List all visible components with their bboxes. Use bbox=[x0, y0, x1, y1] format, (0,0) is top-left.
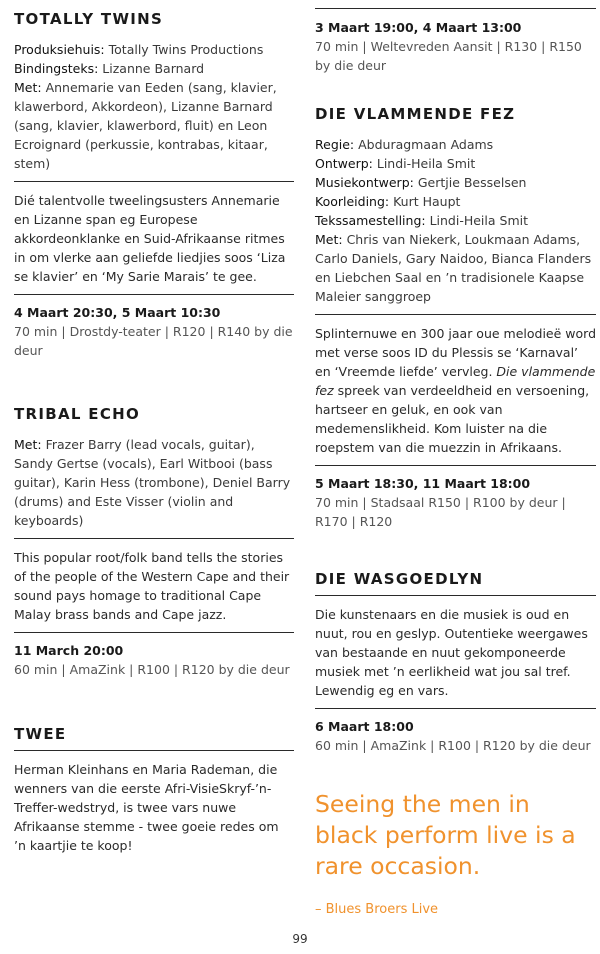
section-title: TRIBAL ECHO bbox=[14, 405, 141, 423]
section-title: DIE VLAMMENDE FEZ bbox=[315, 105, 516, 123]
description-text: Splinternuwe en 300 jaar oue melodieë word met verse soos ID du Plessis se ‘Karnaval’ en ‘Vreemde liefde’ vervleg. bbox=[315, 326, 597, 379]
credit-value: Abduragmaan Adams bbox=[354, 137, 494, 152]
credit-label: Produksiehuis: bbox=[14, 42, 105, 57]
performance-dates: 3 Maart 19:00, 4 Maart 13:00 bbox=[315, 20, 522, 35]
divider bbox=[14, 750, 294, 751]
schedule bbox=[315, 717, 596, 755]
divider bbox=[14, 632, 294, 633]
section-tribal-echo bbox=[14, 405, 294, 679]
credits-block bbox=[14, 40, 294, 173]
performance-details: 60 min | AmaZink | R100 | R120 by die deur bbox=[315, 738, 591, 753]
divider bbox=[14, 294, 294, 295]
performance-details: 60 min | AmaZink | R100 | R120 by die deur bbox=[14, 662, 290, 677]
credit-value: Gertjie Besselsen bbox=[413, 175, 527, 190]
section-totally-twins bbox=[14, 10, 294, 360]
section-title: DIE WASGOEDLYN bbox=[315, 570, 484, 588]
performance-dates: 4 Maart 20:30, 5 Maart 10:30 bbox=[14, 305, 221, 320]
credit-label: Ontwerp: bbox=[315, 156, 373, 171]
credit-value: Lindi-Heila Smit bbox=[372, 156, 476, 171]
divider bbox=[14, 538, 294, 539]
credit-value: Kurt Haupt bbox=[389, 194, 461, 209]
schedule bbox=[315, 18, 596, 75]
divider bbox=[315, 314, 596, 315]
schedule bbox=[315, 474, 596, 531]
section-carry-over bbox=[315, 8, 596, 75]
divider bbox=[315, 595, 596, 596]
performance-details: 70 min | Drostdy-teater | R120 | R140 by die deur bbox=[14, 324, 293, 358]
performance-dates: 11 March 20:00 bbox=[14, 643, 124, 658]
section-twee bbox=[14, 725, 294, 855]
description: Herman Kleinhans en Maria Rademan, die wenners van die eerste Afri-VisieSkryf-’n-Treffer-wedstryd, is twee vars nuwe Afrikaanse stemme - twee goeie redes om ’n kaartjie te koop! bbox=[14, 762, 279, 853]
schedule bbox=[14, 303, 294, 360]
divider bbox=[315, 465, 596, 466]
description: Dié talentvolle tweelingsusters Annemarie en Lizanne span eg Europese akkordeonklanke en Suid-Afrikaanse ritmes in om vlerke aan geliefde liedjies soos ‘Liza se klavier’ en ‘My Sarie Marais’ te gee. bbox=[14, 193, 286, 284]
performance-details: 70 min | Weltevreden Aansit | R130 | R150 by die deur bbox=[315, 39, 582, 73]
credit-value: Annemarie van Eeden (sang, klavier, klawerbord, Akkordeon), Lizanne Barnard (sang, klavier, klawerbord, fluit) en Leon Ecroignard (perkussie, kontrabas, kitaar, stem) bbox=[14, 80, 277, 171]
description bbox=[315, 324, 596, 457]
performance-dates: 6 Maart 18:00 bbox=[315, 719, 414, 734]
description: Die kunstenaars en die musiek is oud en nuut, rou en geslyp. Outentieke weergawes van bestaande en nuut gekomponeerde musiek met ’n eerlikheid wat jou sal tref. Lewendig eg en vars. bbox=[315, 607, 588, 698]
divider bbox=[315, 708, 596, 709]
credit-label: Tekssamestelling: bbox=[315, 213, 426, 228]
credits-block bbox=[14, 435, 294, 530]
description: This popular root/folk band tells the stories of the people of the Western Cape and their sound pays homage to traditional Cape Malay brass bands and Cape jazz. bbox=[14, 550, 290, 622]
credit-value: Totally Twins Productions bbox=[104, 42, 264, 57]
credit-label: Koorleiding: bbox=[315, 194, 390, 209]
section-die-vlammende-fez bbox=[315, 105, 596, 531]
credit-value: Lindi-Heila Smit bbox=[425, 213, 528, 228]
credit-label: Met: bbox=[14, 80, 42, 95]
credit-label: Musiekontwerp: bbox=[315, 175, 414, 190]
section-die-wasgoedlyn bbox=[315, 570, 596, 755]
schedule bbox=[14, 641, 294, 679]
performance-details: 70 min | Stadsaal R150 | R100 by deur | R170 | R120 bbox=[315, 495, 566, 529]
credit-label: Met: bbox=[315, 232, 343, 247]
description-title-italic: Die vlammende fez bbox=[315, 364, 596, 398]
section-title: TWEE bbox=[14, 725, 67, 743]
credit-label: Bindingsteks: bbox=[14, 61, 99, 76]
credits-block bbox=[315, 135, 596, 306]
credit-value: Frazer Barry (lead vocals, guitar), Sandy Gertse (vocals), Earl Witbooi (bass guitar), Karin Hess (trombone), Deniel Barry (drums) and Este Visser (violin and keyboards) bbox=[14, 437, 291, 528]
credit-value: Lizanne Barnard bbox=[98, 61, 205, 76]
credit-label: Regie: bbox=[315, 137, 355, 152]
pull-quote: Seeing the men in black perform live is a rare occasion. bbox=[315, 790, 576, 880]
section-title: TOTALLY TWINS bbox=[14, 10, 164, 28]
performance-dates: 5 Maart 18:30, 11 Maart 18:00 bbox=[315, 476, 531, 491]
pull-quote-source: – Blues Broers Live bbox=[315, 902, 439, 917]
description-text: spreek van verdeeldheid en versoening, hartseer en geluk, en ook van medemenslikheid. Kom luister na die roepstem van die muezzin in Afrikaans. bbox=[315, 383, 590, 455]
credit-value: Chris van Niekerk, Loukmaan Adams, Carlo Daniels, Gary Naidoo, Bianca Flanders en Liebchen Saal en ’n tradisionele Kaapse Maleier sanggroep bbox=[315, 232, 592, 304]
credit-label: Met: bbox=[14, 437, 42, 452]
divider bbox=[315, 8, 596, 9]
divider bbox=[14, 181, 294, 182]
page-number: 99 bbox=[292, 932, 308, 946]
